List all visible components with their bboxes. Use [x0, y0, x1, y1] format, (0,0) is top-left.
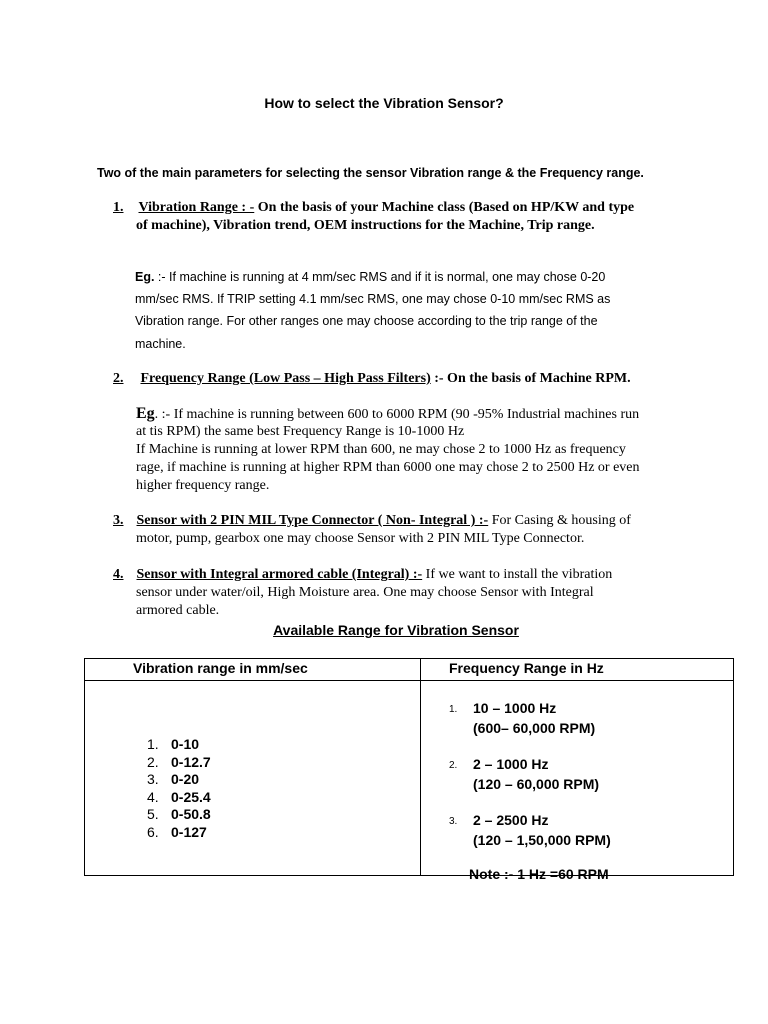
item-4	[113, 566, 612, 584]
item-1-heading: Vibration Range : -	[138, 200, 255, 215]
item-1-line1: On the basis of your Machine class (Based on HP/KW and type	[254, 200, 635, 215]
list-item-rpm: (120 – 1,50,000 RPM)	[473, 832, 611, 848]
frequency-range-cell	[421, 681, 734, 882]
table-header-row	[85, 659, 734, 681]
table-body-row	[85, 681, 734, 876]
frequency-range-list	[449, 699, 699, 883]
item-2-tail: :- On the basis of Machine RPM.	[430, 371, 631, 386]
vibration-range-cell	[85, 681, 421, 876]
item-4-line3: armored cable.	[136, 603, 220, 618]
item-2-number: 2.	[113, 371, 124, 386]
list-item: 4. 0-25.4	[147, 788, 211, 805]
item-2-example-line-1: Eg. :- If machine is running between 600 to 6000 RPM (90 -95% Industrial machines run	[136, 405, 640, 422]
item-1-line2: of machine), Vibration trend, OEM instructions for the Machine, Trip range.	[136, 218, 595, 233]
list-item: 2. 2 – 1000 Hz	[449, 756, 549, 772]
item-3-line1: For Casing & housing of	[488, 513, 631, 528]
page-title: How to select the Vibration Sensor?	[264, 95, 504, 111]
item-2-example-line-4: rage, if machine is running at higher RPM than 6000 one may chose 2 to 2500 Hz or even	[136, 460, 640, 475]
item-4-line1: If we want to install the vibration	[422, 567, 613, 582]
item-1-eg-label: Eg.	[135, 270, 155, 284]
intro-text: Two of the main parameters for selecting the sensor Vibration range & the Frequency range.	[97, 166, 644, 180]
list-item: 6. 0-127	[147, 823, 207, 840]
item-3-number: 3.	[113, 513, 124, 528]
item-3-heading: Sensor with 2 PIN MIL Type Connector ( Non- Integral ) :-	[136, 513, 489, 528]
item-1-example-line-2: mm/sec RMS. If TRIP setting 4.1 mm/sec RMS, one may chose 0-10 mm/sec RMS as	[135, 292, 611, 306]
item-2-example-line-5: higher frequency range.	[136, 478, 270, 493]
vibration-range-list	[147, 736, 211, 842]
item-4-number: 4.	[113, 567, 124, 582]
list-item: 1. 10 – 1000 Hz	[449, 700, 557, 716]
list-item: 5. 0-50.8	[147, 806, 211, 823]
item-3-line2: motor, pump, gearbox one may choose Sensor with 2 PIN MIL Type Connector.	[136, 531, 585, 546]
list-item-rpm: (120 – 60,000 RPM)	[473, 776, 600, 792]
list-item: 3. 0-20	[147, 771, 200, 788]
vibration-range-header: Vibration range in mm/sec	[85, 659, 421, 681]
item-2-heading: Frequency Range (Low Pass – High Pass Filters)	[140, 371, 431, 386]
list-item: 3. 2 – 2500 Hz	[449, 812, 549, 828]
item-2	[113, 370, 631, 388]
item-1	[113, 199, 634, 217]
item-4-line2: sensor under water/oil, High Moisture area. One may choose Sensor with Integral	[136, 585, 594, 600]
item-1-example-line-1: Eg. :- If machine is running at 4 mm/sec RMS and if it is normal, one may chose 0-20	[135, 270, 606, 284]
conversion-note: Note :- 1 Hz =60 RPM	[469, 866, 609, 882]
list-item-rpm: (600– 60,000 RPM)	[473, 720, 596, 736]
item-2-example-line-2: at tis RPM) the same best Frequency Range is 10-1000 Hz	[136, 424, 465, 439]
range-table	[84, 658, 734, 882]
item-1-number: 1.	[113, 200, 124, 215]
item-2-eg-label: Eg	[136, 405, 155, 422]
frequency-range-header: Frequency Range in Hz	[421, 659, 734, 681]
item-3	[113, 512, 631, 530]
item-4-heading: Sensor with Integral armored cable (Integral) :-	[136, 567, 423, 582]
item-1-example-line-4: machine.	[135, 337, 186, 351]
item-1-example-line-3: Vibration range. For other ranges one may choose according to the trip range of the	[135, 314, 598, 328]
list-item: 1. 0-10	[147, 736, 200, 752]
item-2-example-line-3: If Machine is running at lower RPM than 600, ne may chose 2 to 1000 Hz as frequency	[136, 442, 626, 457]
list-item: 2. 0-12.7	[147, 753, 211, 770]
table-title: Available Range for Vibration Sensor	[273, 622, 519, 638]
